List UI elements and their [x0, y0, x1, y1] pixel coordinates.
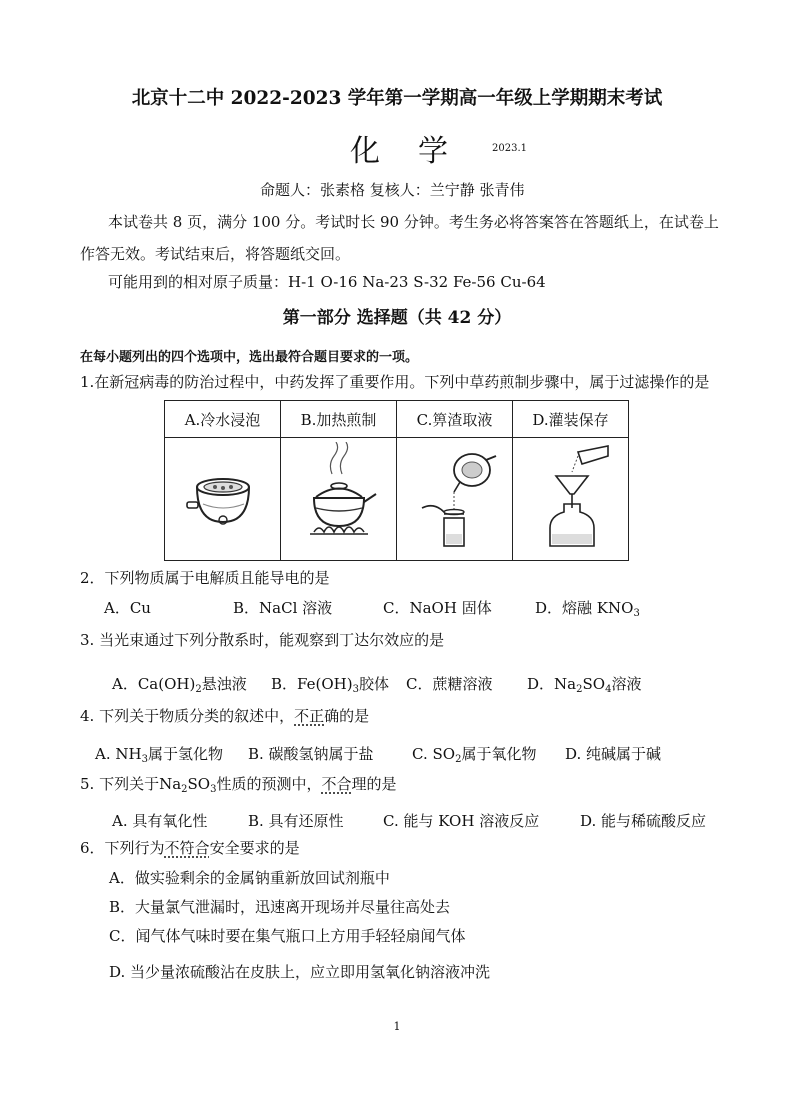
- q5-option-d: D. 能与稀硫酸反应: [580, 812, 707, 830]
- notice-line-1: 本试卷共 8 页，满分 100 分。考试时长 90 分钟。考生务必将答案答在答题纸上，在试卷上: [108, 213, 719, 231]
- q1-image-a: [165, 438, 281, 561]
- q4-option-d: D. 纯碱属于碱: [565, 745, 662, 763]
- q5-option-a: A. 具有氧化性: [112, 812, 208, 830]
- q2-stem: 2．下列物质属于电解质且能导电的是: [80, 569, 330, 587]
- q5-option-c: C. 能与 KOH 溶液反应: [383, 812, 540, 830]
- q6-option-d: D. 当少量浓硫酸沾在皮肤上，应立即用氢氧化钠溶液冲洗: [109, 963, 491, 981]
- exam-title: 北京十二中 2022-2023 学年第一学期高一年级上学期期末考试: [131, 88, 663, 109]
- section-title: 第一部分 选择题（共 42 分）: [282, 308, 512, 328]
- q1-option-d: D.灌装保存: [513, 401, 629, 438]
- q3-option-c: C．蔗糖溶液: [406, 675, 493, 693]
- q5-stem: 5. 下列关于$Na_2SO_3$性质的预测中，不合理的是: [80, 775, 397, 795]
- q4-option-a: A. $NH_3$属于氢化物: [95, 745, 223, 765]
- q4-option-c: C. $SO_2$属于氧化物: [412, 745, 537, 765]
- q1-option-c: C.箅渣取液: [397, 401, 513, 438]
- q6-option-b: B．大量氯气泄漏时，迅速离开现场并尽量往高处去: [109, 898, 451, 916]
- q2-option-a: A．Cu: [104, 599, 151, 617]
- q2-option-c: C．NaOH 固体: [383, 599, 492, 617]
- q1-stem: 1.在新冠病毒的防治过程中，中药发挥了重要作用。下列中草药煎制步骤中，属于过滤操作的是: [80, 373, 710, 391]
- heating-pot-icon: [284, 442, 394, 552]
- page-number: 1: [393, 1020, 401, 1033]
- q4-option-b: B. 碳酸氢钠属于盐: [248, 745, 374, 763]
- subject-title: 化学: [350, 134, 486, 169]
- q5-option-b: B. 具有还原性: [248, 812, 344, 830]
- filtering-icon: [400, 442, 510, 552]
- atomic-masses: 可能用到的相对原子质量：H-1 O-16 Na-23 S-32 Fe-56 Cu-64: [108, 273, 546, 291]
- q1-image-b: [281, 438, 397, 561]
- q1-image-c: [397, 438, 513, 561]
- q2-option-d: D．熔融 $KNO_3$: [535, 599, 640, 619]
- soaking-pot-icon: [168, 442, 278, 552]
- q6-option-c: C．闻气体气味时要在集气瓶口上方用手轻轻扇闻气体: [109, 927, 466, 945]
- q6-stem: 6．下列行为不符合安全要求的是: [80, 839, 300, 857]
- authors-line: 命题人：张素格 复核人：兰宁静 张青伟: [260, 181, 525, 199]
- q1-image-d: [513, 438, 629, 561]
- q2-option-b: B．NaCl 溶液: [233, 599, 333, 617]
- q1-option-b: B.加热煎制: [281, 401, 397, 438]
- notice-line-2: 作答无效。考试结束后，将答题纸交回。: [80, 245, 351, 263]
- q3-stem: 3. 当光束通过下列分散系时，能观察到丁达尔效应的是: [80, 631, 445, 649]
- q3-option-d: D．$Na_2SO_4$溶液: [527, 675, 642, 695]
- q6-option-a: A．做实验剩余的金属钠重新放回试剂瓶中: [109, 869, 390, 887]
- exam-date: 2023.1: [492, 143, 527, 154]
- bottling-icon: [516, 442, 626, 552]
- q1-option-a: A.冷水浸泡: [165, 401, 281, 438]
- q1-options-table: [164, 400, 629, 561]
- q4-stem: 4. 下列关于物质分类的叙述中，不正确的是: [80, 707, 370, 725]
- q3-option-b: B．$Fe(OH)_3$胶体: [271, 675, 389, 695]
- section-instruction: 在每小题列出的四个选项中，选出最符合题目要求的一项。: [80, 350, 419, 365]
- q3-option-a: A．$Ca(OH)_2$悬浊液: [112, 675, 247, 695]
